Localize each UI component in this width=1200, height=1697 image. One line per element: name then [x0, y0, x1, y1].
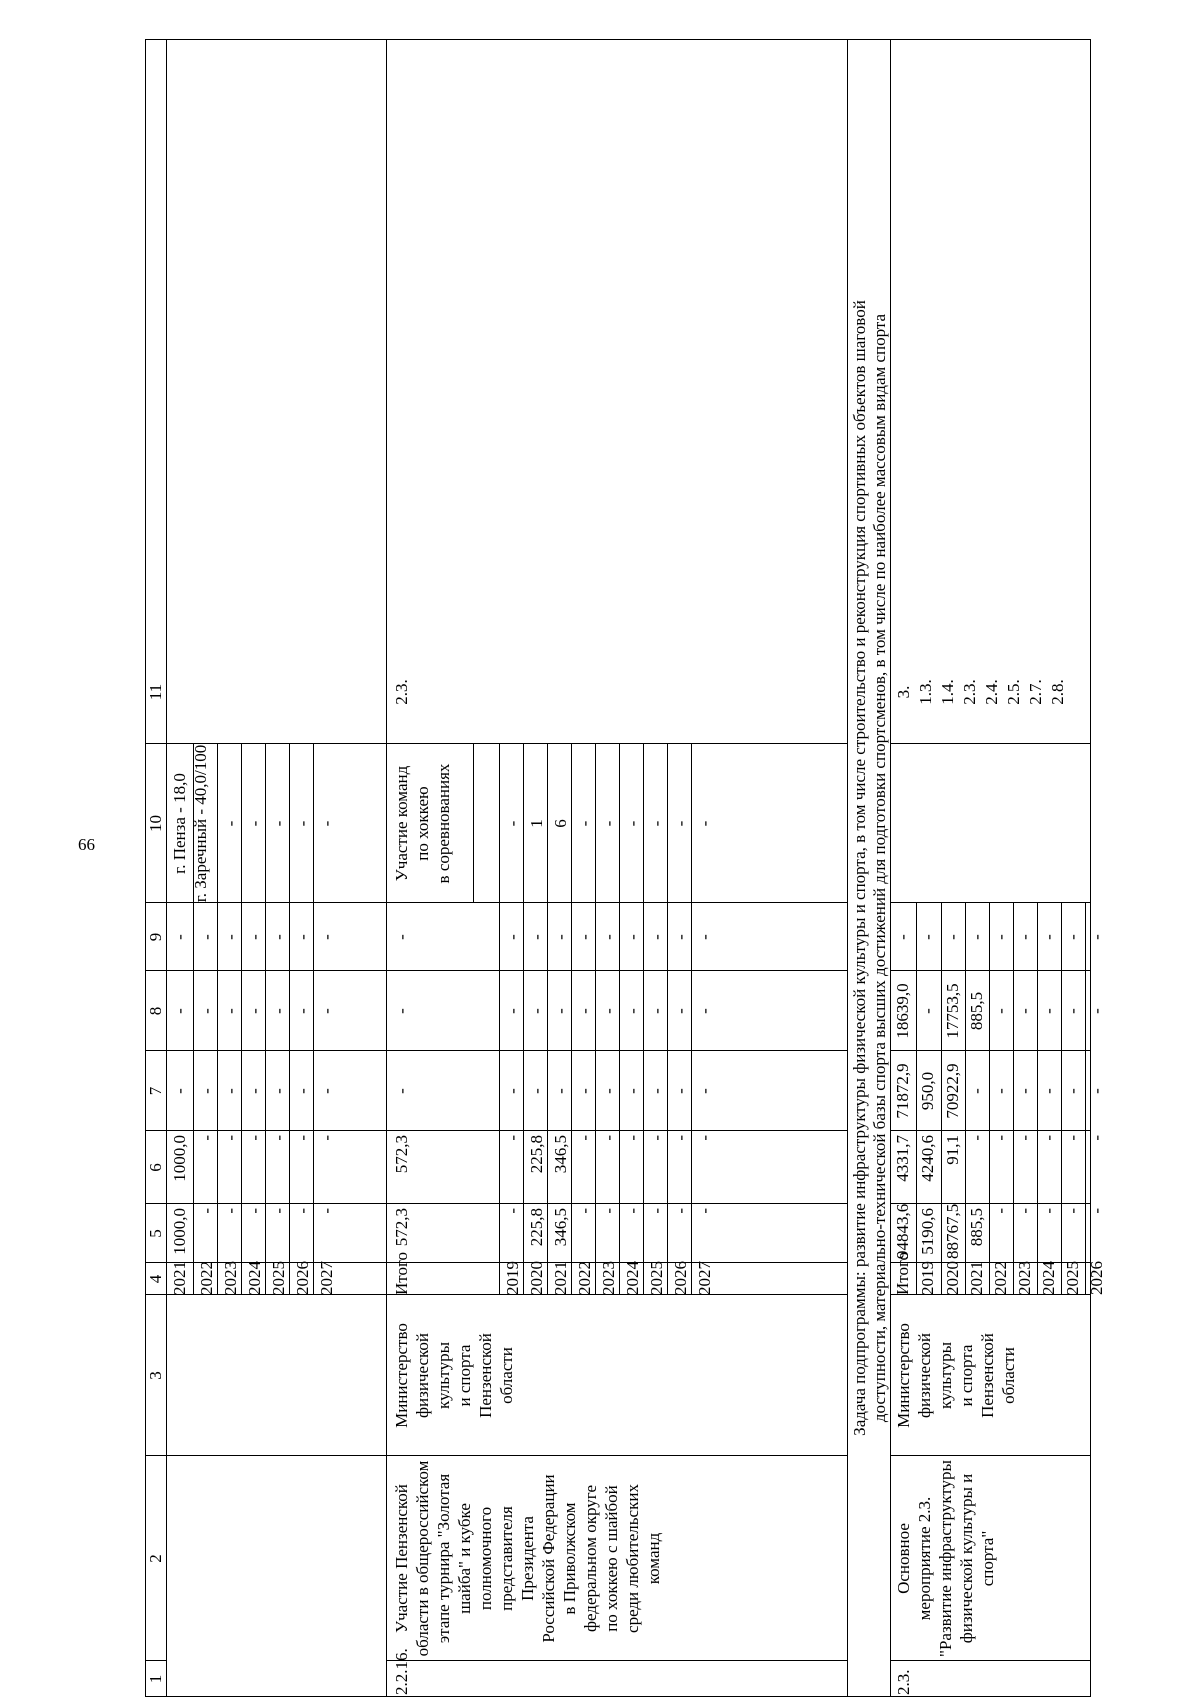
value-cell-c5: 5190,6 — [918, 1208, 937, 1255]
value-cell-c5: - — [623, 1208, 642, 1214]
item-name: физической культуры и — [957, 1473, 976, 1644]
grid-line — [289, 743, 290, 1295]
value-cell-c6: 225,8 — [527, 1135, 546, 1174]
executor: Пензенской — [978, 1333, 997, 1418]
value-cell-c5: - — [1039, 1208, 1058, 1214]
value-cell-c7: - — [991, 1088, 1010, 1094]
target-indicator: 2.3. — [960, 679, 979, 705]
year-cell: 2025 — [269, 1261, 288, 1295]
value-cell-c9: - — [647, 934, 666, 940]
year-cell: 2022 — [991, 1261, 1010, 1295]
value-cell-c7: - — [1063, 1088, 1082, 1094]
result-text: Участие команд — [392, 765, 411, 882]
result-text: по хоккею — [413, 786, 432, 861]
grid-line — [595, 743, 596, 1295]
target-indicator: 2.3. — [392, 679, 411, 705]
value-cell-c6: - — [967, 1135, 986, 1141]
result-cell: - — [671, 820, 690, 827]
value-cell-c8: - — [695, 1008, 714, 1014]
value-cell-c7: - — [623, 1088, 642, 1094]
grid-line — [619, 743, 620, 1295]
column-header-5: 5 — [146, 1229, 165, 1238]
item-name: в Приволжском — [560, 1502, 579, 1615]
value-cell-c5: 225,8 — [527, 1208, 546, 1247]
value-cell-c9: - — [269, 934, 288, 940]
year-cell: 2025 — [1063, 1261, 1082, 1295]
value-cell-c8: - — [269, 1008, 288, 1014]
value-cell-c6: - — [1039, 1135, 1058, 1141]
value-cell-c8: - — [503, 1008, 522, 1014]
value-cell-c8: - — [197, 1008, 216, 1014]
value-cell-c6: - — [647, 1135, 666, 1141]
year-cell: 2021 — [967, 1261, 986, 1295]
item-number: 2.2.16. — [392, 1648, 411, 1695]
value-cell-c8: - — [623, 1008, 642, 1014]
column-header-9: 9 — [146, 932, 165, 942]
grid-line — [166, 39, 167, 1697]
value-cell-c7: - — [221, 1088, 240, 1094]
value-cell-c8: 17753,5 — [943, 983, 962, 1039]
year-cell: 2020 — [943, 1261, 962, 1295]
item-name: Основное — [894, 1523, 913, 1594]
value-cell-c7: 71872,9 — [893, 1063, 912, 1119]
value-cell-c7: - — [245, 1088, 264, 1094]
value-cell-c8: - — [170, 1008, 189, 1014]
value-cell-c6: 4331,7 — [893, 1135, 912, 1182]
column-header-11: 11 — [146, 683, 165, 701]
year-cell: 2019 — [503, 1261, 522, 1295]
grid-line — [1090, 39, 1091, 1697]
item-name: по хоккею с шайбой — [602, 1485, 621, 1632]
value-cell-c9: - — [245, 934, 264, 940]
value-cell-c8: - — [1087, 1008, 1106, 1014]
executor: физической — [413, 1333, 432, 1418]
value-cell-c7: - — [1015, 1088, 1034, 1094]
grid-line — [167, 1130, 387, 1131]
value-cell-c7: - — [170, 1088, 189, 1094]
year-cell: 2026 — [1087, 1261, 1106, 1295]
value-cell-c6: - — [503, 1135, 522, 1141]
value-cell-c9: - — [967, 934, 986, 940]
value-cell-c7: - — [647, 1088, 666, 1094]
value-cell-c5: - — [647, 1208, 666, 1214]
grid-line — [473, 743, 474, 903]
value-cell-c9: - — [599, 934, 618, 940]
year-cell: 2019 — [918, 1261, 937, 1295]
value-cell-c5: 346,5 — [551, 1208, 570, 1247]
result-cell: - — [245, 820, 264, 827]
value-cell-c9: - — [671, 934, 690, 940]
target-indicator: 2.4. — [982, 679, 1001, 705]
value-cell-c8: - — [293, 1008, 312, 1014]
column-header-1: 1 — [146, 1674, 165, 1684]
column-header-3: 3 — [146, 1371, 165, 1380]
item-name: полномочного — [476, 1506, 495, 1611]
value-cell-c5: - — [503, 1208, 522, 1214]
value-cell-c9: - — [623, 934, 642, 940]
executor: области — [497, 1347, 516, 1404]
column-header-2: 2 — [146, 1554, 165, 1563]
year-cell: 2022 — [197, 1261, 216, 1295]
value-cell-c8: - — [221, 1008, 240, 1014]
value-cell-c8: - — [245, 1008, 264, 1014]
grid-line — [847, 39, 848, 1697]
year-cell: 2023 — [1015, 1261, 1034, 1295]
result-text: г. Пенза - 18,0 — [170, 773, 189, 874]
item-name: Президента — [518, 1516, 537, 1601]
value-cell-c6: - — [1087, 1135, 1106, 1141]
value-cell-c9: - — [1087, 934, 1106, 940]
value-cell-c6: - — [197, 1135, 216, 1141]
column-header-6: 6 — [146, 1163, 165, 1172]
value-cell-c5: 572,3 — [392, 1208, 411, 1247]
table — [145, 40, 1106, 1697]
grid-line — [571, 743, 572, 1295]
value-cell-c7: - — [695, 1088, 714, 1094]
value-cell-c5: - — [991, 1208, 1010, 1214]
value-cell-c6: - — [695, 1135, 714, 1141]
value-cell-c5: - — [599, 1208, 618, 1214]
executor: культуры — [936, 1342, 955, 1409]
item-number: 2.3. — [894, 1669, 913, 1695]
value-cell-c8: - — [918, 1008, 937, 1014]
result-cell: - — [221, 820, 240, 827]
value-cell-c9: - — [317, 934, 336, 940]
value-cell-c5: - — [1015, 1208, 1034, 1214]
year-cell: 2026 — [671, 1261, 690, 1295]
value-cell-c5: - — [671, 1208, 690, 1214]
value-cell-c7: - — [527, 1088, 546, 1094]
value-cell-c5: - — [197, 1208, 216, 1214]
year-cell: 2020 — [527, 1261, 546, 1295]
value-cell-c6: 346,5 — [551, 1135, 570, 1174]
item-name: команд — [644, 1532, 663, 1585]
value-cell-c9: - — [1039, 934, 1058, 940]
value-cell-c6: 4240,6 — [918, 1135, 937, 1182]
value-cell-c8: - — [317, 1008, 336, 1014]
value-cell-c9: - — [1015, 934, 1034, 940]
result-cell: - — [503, 820, 522, 827]
item-name: шайба" и кубке — [455, 1503, 474, 1614]
result-cell: - — [269, 820, 288, 827]
target-indicator: 2.7. — [1026, 679, 1045, 705]
result-cell: 6 — [551, 819, 570, 828]
grid-line — [1015, 1130, 1091, 1131]
target-indicator: 2.5. — [1004, 679, 1023, 705]
value-cell-c7: - — [197, 1088, 216, 1094]
grid-line — [313, 743, 314, 1295]
value-cell-c8: 18639,0 — [893, 983, 912, 1039]
item-name: Участие Пензенской — [392, 1484, 411, 1633]
grid-line — [643, 743, 644, 1295]
item-name: мероприятие 2.3. — [915, 1496, 934, 1621]
value-cell-c9: - — [943, 934, 962, 940]
page-number: 66 — [78, 835, 95, 854]
column-header-4: 4 — [146, 1274, 165, 1284]
result-cell: - — [317, 820, 336, 827]
target-indicator: 2.8. — [1048, 679, 1067, 705]
value-cell-c9: - — [503, 934, 522, 940]
item-name: среди любительских — [623, 1484, 642, 1633]
value-cell-c6: 1000,0 — [170, 1135, 189, 1182]
grid-line — [891, 970, 1016, 971]
value-cell-c8: - — [1039, 1008, 1058, 1014]
value-cell-c8: - — [551, 1008, 570, 1014]
value-cell-c8: - — [647, 1008, 666, 1014]
value-cell-c8: - — [527, 1008, 546, 1014]
value-cell-c8: - — [1015, 1008, 1034, 1014]
year-cell: 2027 — [695, 1261, 714, 1295]
value-cell-c9: - — [1063, 934, 1082, 940]
value-cell-c7: - — [1087, 1088, 1106, 1094]
grid-line — [167, 1455, 387, 1456]
value-cell-c8: - — [392, 1008, 411, 1014]
value-cell-c5: - — [293, 1208, 312, 1214]
value-cell-c6: - — [269, 1135, 288, 1141]
value-cell-c8: - — [671, 1008, 690, 1014]
value-cell-c7: - — [293, 1088, 312, 1094]
value-cell-c6: - — [221, 1135, 240, 1141]
value-cell-c6: - — [317, 1135, 336, 1141]
grid-line — [167, 1050, 387, 1051]
year-cell: 2025 — [647, 1261, 666, 1295]
year-cell: 2026 — [293, 1261, 312, 1295]
result-cell: - — [599, 820, 618, 827]
value-cell-c6: 572,3 — [392, 1135, 411, 1174]
value-cell-c5: 94843,6 — [893, 1203, 912, 1259]
year-cell: 2027 — [317, 1261, 336, 1295]
result-cell: - — [647, 820, 666, 827]
executor: Министерство — [392, 1323, 411, 1428]
value-cell-c7: 950,0 — [918, 1071, 937, 1111]
value-cell-c6: - — [599, 1135, 618, 1141]
result-cell: - — [293, 820, 312, 827]
year-cell: 2023 — [221, 1261, 240, 1295]
grid-line — [241, 743, 242, 1295]
value-cell-c7: - — [503, 1088, 522, 1094]
grid-line — [890, 39, 891, 1697]
grid-line — [167, 1203, 387, 1204]
value-cell-c6: - — [1015, 1135, 1034, 1141]
item-name: Российской Федерации — [539, 1474, 558, 1643]
grid-line — [217, 743, 218, 1295]
grid-line — [1015, 970, 1091, 971]
value-cell-c8: 885,5 — [967, 991, 986, 1031]
item-name: федеральном округе — [581, 1484, 600, 1633]
value-cell-c5: 1000,0 — [170, 1208, 189, 1255]
value-cell-c7: - — [575, 1088, 594, 1094]
value-cell-c9: - — [392, 934, 411, 940]
executor: и спорта — [455, 1344, 474, 1407]
value-cell-c6: - — [245, 1135, 264, 1141]
executor: культуры — [434, 1342, 453, 1409]
grid-line — [386, 39, 387, 1697]
grid-line — [891, 1050, 1016, 1051]
year-cell: 2021 — [551, 1261, 570, 1295]
grid-line — [265, 743, 266, 1295]
result-cell: - — [623, 820, 642, 827]
executor: и спорта — [957, 1344, 976, 1407]
year-cell: 2024 — [623, 1261, 642, 1295]
value-cell-c9: - — [575, 934, 594, 940]
value-cell-c9: - — [893, 934, 912, 940]
task-text: доступности, материально-технической базы спорта высших достижений для подготовки спортсменов, в том числе по наиболее массовым видам спорта — [870, 313, 889, 1423]
value-cell-c5: 88767,5 — [943, 1203, 962, 1259]
value-cell-c7: - — [967, 1088, 986, 1094]
value-cell-c9: - — [527, 934, 546, 940]
grid-line — [891, 1130, 1016, 1131]
value-cell-c7: - — [1039, 1088, 1058, 1094]
value-cell-c7: - — [317, 1088, 336, 1094]
value-cell-c6: 91,1 — [943, 1135, 962, 1165]
value-cell-c9: - — [695, 934, 714, 940]
year-cell: 2021 — [170, 1261, 189, 1295]
grid-line — [523, 743, 524, 1295]
value-cell-c6: - — [575, 1135, 594, 1141]
year-cell: Итого — [893, 1251, 912, 1295]
value-cell-c5: - — [1063, 1208, 1082, 1214]
value-cell-c9: - — [197, 934, 216, 940]
value-cell-c8: - — [1063, 1008, 1082, 1014]
grid-line — [499, 743, 500, 1295]
grid-line — [167, 970, 387, 971]
column-header-10: 10 — [146, 815, 165, 832]
value-cell-c7: 70922,9 — [943, 1063, 962, 1119]
year-cell: 2022 — [575, 1261, 594, 1295]
value-cell-c9: - — [170, 934, 189, 940]
value-cell-c7: - — [551, 1088, 570, 1094]
item-name: области в общероссийском — [413, 1460, 432, 1657]
task-text: Задача подпрограммы: развитие инфраструктуры физической культуры и спорта, в том числе строительство и реконструкция спортивных объектов шаговой — [850, 300, 869, 1436]
value-cell-c9: - — [293, 934, 312, 940]
value-cell-c9: - — [918, 934, 937, 940]
year-cell: Итого — [392, 1251, 411, 1295]
year-cell: 2024 — [1039, 1261, 1058, 1295]
target-indicator: 1.4. — [938, 679, 957, 705]
value-cell-c9: - — [991, 934, 1010, 940]
value-cell-c7: - — [392, 1088, 411, 1094]
value-cell-c8: - — [991, 1008, 1010, 1014]
value-cell-c7: - — [671, 1088, 690, 1094]
value-cell-c5: - — [317, 1208, 336, 1214]
value-cell-c5: - — [575, 1208, 594, 1214]
value-cell-c6: - — [293, 1135, 312, 1141]
grid-line — [547, 743, 548, 1295]
item-name: "Развитие инфраструктуры — [936, 1460, 955, 1657]
value-cell-c5: - — [269, 1208, 288, 1214]
value-cell-c5: - — [221, 1208, 240, 1214]
value-cell-c8: - — [599, 1008, 618, 1014]
item-name: этапе турнира "Золотая — [434, 1473, 453, 1644]
value-cell-c5: - — [695, 1208, 714, 1214]
value-cell-c9: - — [551, 934, 570, 940]
grid-line — [387, 1050, 848, 1051]
result-cell: - — [695, 820, 714, 827]
grid-line — [387, 1203, 848, 1204]
grid-line — [145, 39, 1091, 40]
column-header-8: 8 — [146, 1006, 165, 1016]
executor: Пензенской — [476, 1333, 495, 1418]
value-cell-c5: - — [1087, 1208, 1106, 1214]
executor: физической — [915, 1333, 934, 1418]
value-cell-c7: - — [269, 1088, 288, 1094]
value-cell-c6: - — [623, 1135, 642, 1141]
result-cell: - — [575, 820, 594, 827]
year-cell: 2023 — [599, 1261, 618, 1295]
value-cell-c5: - — [245, 1208, 264, 1214]
result-text: г. Заречный - 40,0/100 — [191, 744, 210, 903]
value-cell-c7: - — [599, 1088, 618, 1094]
value-cell-c6: - — [1063, 1135, 1082, 1141]
item-name: спорта" — [978, 1530, 997, 1587]
item-name: представителя — [497, 1506, 516, 1611]
rotated-table — [145, 40, 1106, 1697]
column-header-7: 7 — [146, 1086, 165, 1096]
value-cell-c5: 885,5 — [967, 1208, 986, 1247]
result-cell: 1 — [527, 819, 546, 828]
target-indicator: 3. — [894, 685, 913, 699]
grid-line — [387, 1130, 848, 1131]
grid-line — [667, 743, 668, 1295]
value-cell-c9: - — [221, 934, 240, 940]
executor: области — [999, 1347, 1018, 1404]
grid-line — [387, 970, 848, 971]
value-cell-c6: - — [671, 1135, 690, 1141]
result-text: в соревнованиях — [434, 763, 453, 884]
grid-line — [691, 743, 692, 1295]
target-indicator: 1.3. — [916, 679, 935, 705]
executor: Министерство — [894, 1323, 913, 1428]
grid-line — [1015, 1050, 1091, 1051]
grid-line — [1015, 1203, 1091, 1204]
year-cell: 2024 — [245, 1261, 264, 1295]
value-cell-c6: - — [991, 1135, 1010, 1141]
value-cell-c8: - — [575, 1008, 594, 1014]
